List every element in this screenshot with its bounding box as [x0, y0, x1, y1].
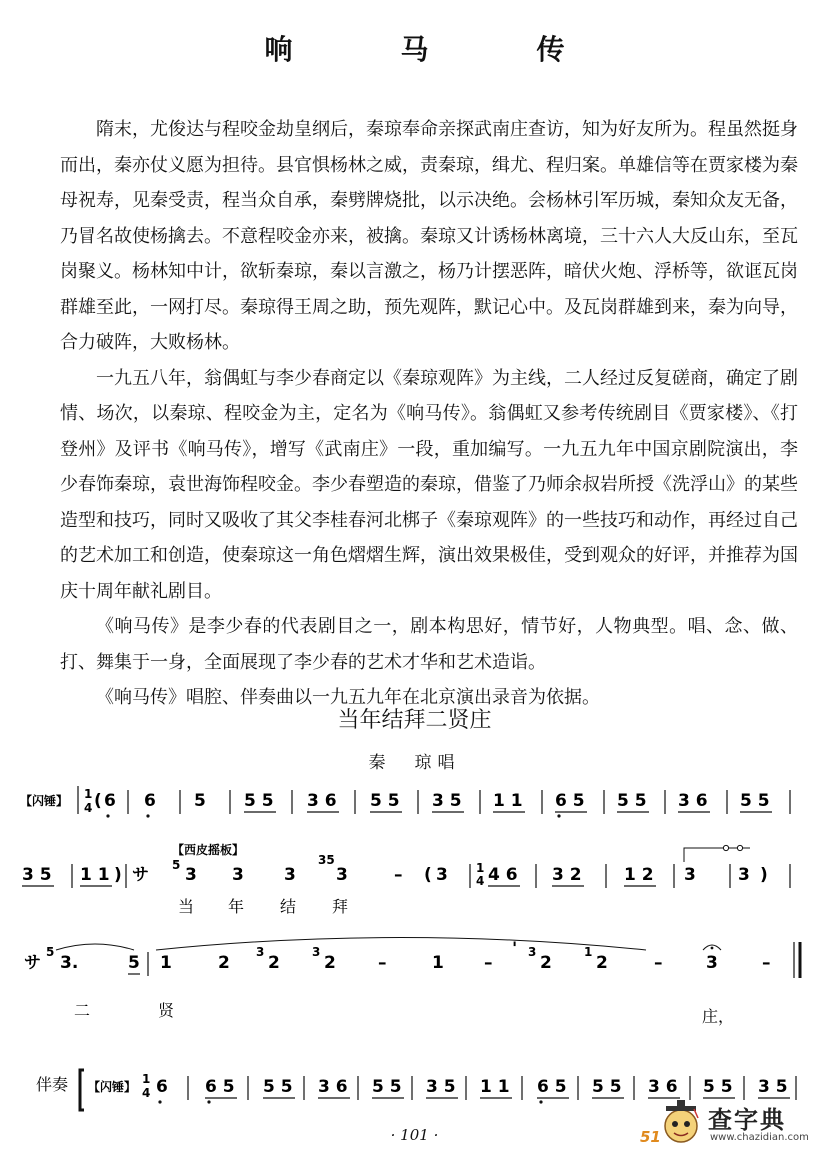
r1-note: 5 5: [617, 791, 647, 811]
time-sig-den-2: 4: [476, 874, 485, 888]
r3-note: 2: [540, 953, 552, 973]
lyric: 年: [228, 897, 245, 916]
r2-note: 4 6: [488, 865, 518, 885]
r4-note: 5 5: [263, 1077, 293, 1097]
r1-note: 5 5: [740, 791, 770, 811]
r2-note: 3 2: [552, 865, 582, 885]
r2-note: 3: [684, 865, 696, 885]
r3-note: 1: [432, 953, 444, 973]
label-shanchui-1: 【闪锤】: [20, 794, 69, 808]
r3-note: 1: [160, 953, 172, 973]
r1-note: 5: [194, 791, 206, 811]
grace-note: 3: [312, 945, 321, 959]
r2-sung-note: –: [394, 865, 403, 885]
r2-note: 1 2: [624, 865, 654, 885]
slur-1: [56, 944, 134, 950]
r4-note: 5 5: [372, 1077, 402, 1097]
r4-note: 3 6: [648, 1077, 678, 1097]
r1-note: 6: [104, 791, 116, 811]
r1-note: 3 5: [432, 791, 462, 811]
r4-note: 5 5: [703, 1077, 733, 1097]
lyric: 当: [178, 897, 195, 916]
r4-note: 1 1: [480, 1077, 510, 1097]
grace-note: 1: [584, 945, 593, 959]
r1-note: 6 5: [555, 791, 585, 811]
lyric: 二: [74, 1001, 91, 1020]
r3-note: 2: [218, 953, 230, 973]
paren-close-2: ): [114, 865, 122, 885]
paragraph-3: 《响马传》是李少春的代表剧目之一，剧本构思好，情节好，人物典型。唱、念、做、打、舞集于一身，全面展现了李少春的艺术才华和艺术造诣。: [60, 616, 798, 673]
r3-note: –: [378, 953, 387, 973]
r4-note: 6 5: [537, 1077, 567, 1097]
r4-note: 5 5: [592, 1077, 622, 1097]
time-sig-den-3: 4: [142, 1086, 151, 1100]
body-text: [60, 112, 798, 716]
time-sig-num-1: 1: [84, 787, 93, 801]
paren-close-2b: ): [760, 865, 768, 885]
r2-note: 3 5: [22, 865, 52, 885]
r4-note: 3 5: [758, 1077, 788, 1097]
mascot-icon: [658, 1096, 704, 1148]
singer-label: 秦 琼唱: [368, 753, 461, 773]
time-sig-num-2: 1: [476, 861, 485, 875]
r1-note: 3 6: [307, 791, 337, 811]
r1-note: 3 6: [678, 791, 708, 811]
lyric: 庄，: [702, 1007, 735, 1026]
lyric: 拜: [332, 897, 349, 916]
system-bracket: [80, 1070, 84, 1110]
r1-note: 5 5: [370, 791, 400, 811]
r4-note: 6: [156, 1077, 168, 1097]
watermark-logo: [640, 1094, 828, 1154]
time-sig-den-1: 4: [84, 801, 93, 815]
watermark-site-name: 查字典: [708, 1106, 786, 1134]
r2-note: 1 1: [80, 865, 110, 885]
r3-note: –: [762, 953, 771, 973]
san-mark-2: サ: [132, 865, 149, 885]
breath-mark: ': [512, 939, 518, 959]
lyric: 贤: [158, 1001, 175, 1020]
label-shanchui-2: 【闪锤】: [88, 1080, 137, 1094]
r3-note: 2: [268, 953, 280, 973]
r2-sung-note: 3: [284, 865, 296, 885]
lyric: 结: [280, 897, 297, 916]
r3-note: –: [654, 953, 663, 973]
r2-sung-note: 3: [336, 865, 348, 885]
r2-note: 3: [436, 865, 448, 885]
page-number: · 101 ·: [390, 1126, 439, 1144]
paren-open-2: (: [424, 865, 432, 885]
watermark-url: www.chazidian.com: [710, 1132, 809, 1143]
r3-note: 3: [706, 953, 718, 973]
grace-note: 5: [46, 945, 55, 959]
r4-note: 3 5: [426, 1077, 456, 1097]
grace-note: 3: [256, 945, 265, 959]
r1-note: 5 5: [244, 791, 274, 811]
accomp-label: 伴奏: [36, 1075, 69, 1094]
san-mark-3: サ: [24, 953, 41, 973]
paragraph-4: 《响马传》唱腔、伴奏曲以一九五九年在北京演出录音为依据。: [96, 687, 600, 708]
r3-note: 3.: [60, 953, 79, 973]
label-xipi: 【西皮摇板】: [172, 843, 245, 857]
paragraph-2: 一九五八年，翁偶虹与李少春商定以《秦琼观阵》为主线，二人经过反复磋商，确定了剧情、场次，以秦琼、程咬金为主，定名为《响马传》。翁偶虹又参考传统剧目《贾家楼》、《打登州》及评书《响马传》，增写《武南庄》一段，重加编写。一九五九年中国京剧院演出，李少春饰秦琼，袁世海饰程咬金。李少春塑造的秦琼，借鉴了乃师余叔岩所授《洗浮山》的某些造型和技巧，同时又吸收了其父李桂春河北梆子《秦琼观阵》的一些技巧和动作，再经过自己的艺术加工和创造，使秦琼这一角色熠熠生辉，演出效果极佳，受到观众的好评，并推荐为国庆十周年献礼剧目。: [60, 367, 798, 602]
r1-note: 1 1: [493, 791, 523, 811]
song-title: 当年结拜二贤庄: [337, 708, 492, 733]
r3-note: –: [484, 953, 493, 973]
page-title: 响 马 传: [264, 33, 605, 66]
r4-note: 3 6: [318, 1077, 348, 1097]
r4-note: 6 5: [205, 1077, 235, 1097]
r2-sung-note: 3: [232, 865, 244, 885]
paragraph-1: 隋末，尤俊达与程咬金劫皇纲后，秦琼奉命亲探武南庄查访，知为好友所为。程虽然挺身而出，秦亦仗义愿为担待。县官惧杨林之威，责秦琼，缉尤、程归案。单雄信等在贾家楼为秦母祝寿，见秦受责，程当众自承，秦劈牌烧批，以示决绝。会杨林引军历城，秦知众友无备，乃冒名故使杨擒去。不意程咬金亦来，被擒。秦琼又计诱杨林离境，三十六人大反山东，至瓦岗聚义。杨林知中计，欲斩秦琼，秦以言激之，杨乃计摆恶阵，暗伏火炮、浮桥等，欲诓瓦岗群雄至此，一网打尽。秦琼得王周之助，预先观阵，默记心中。及瓦岗群雄到来，秦为向导，合力破阵，大败杨林。: [60, 119, 798, 353]
r3-note: 2: [596, 953, 608, 973]
slur-2: [156, 938, 646, 951]
watermark-badge: 51: [640, 1128, 661, 1146]
r2-note: 3: [738, 865, 750, 885]
paren-open-1: (: [94, 791, 102, 811]
row1-notes: [104, 791, 770, 811]
grace-note: 5: [172, 858, 181, 872]
r2-sung-note: 3: [185, 865, 197, 885]
r3-note: 5: [128, 953, 140, 973]
time-sig-num-3: 1: [142, 1072, 151, 1086]
grace-note: 3: [528, 945, 537, 959]
jianpu-score: [0, 770, 829, 1130]
grace-note: 35: [318, 853, 335, 867]
r3-note: 2: [324, 953, 336, 973]
r1-note: 6: [144, 791, 156, 811]
